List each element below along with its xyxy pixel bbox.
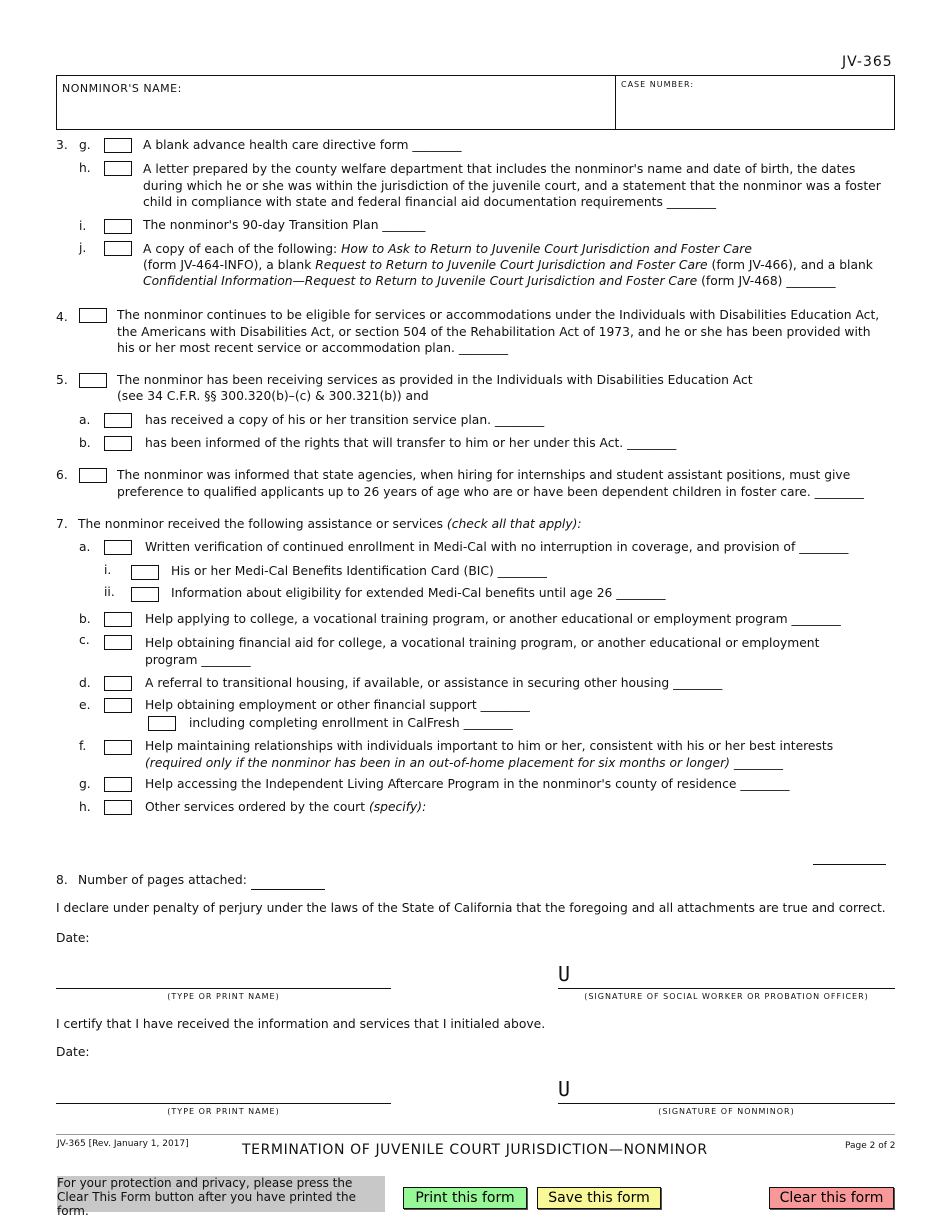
header-divider (615, 76, 616, 129)
item-7f-text (145, 738, 890, 771)
item-4-checkbox[interactable] (79, 308, 107, 323)
signature-nonminor-line[interactable] (558, 1103, 895, 1104)
item-7aii-letter: ii. (104, 585, 115, 599)
declaration-text: I declare under penalty of perjury under the laws of the State of California that the foregoing and all attachments are true and correct. (56, 901, 886, 915)
item-7f-text-tail: ________ (729, 755, 784, 770)
item-7g-checkbox[interactable] (104, 777, 132, 792)
item-3j-p2: How to Ask to Return to Juvenile Court Jurisdiction and Foster Care (341, 242, 752, 256)
item-7ai-checkbox[interactable] (131, 565, 159, 580)
item-3j-p3: (form JV-464-INFO), a blank (143, 258, 316, 272)
footer-title: TERMINATION OF JUVENILE COURT JURISDICTION—NONMINOR (242, 1142, 708, 1158)
item-3j-p1: A copy of each of the following: (143, 242, 342, 256)
pages-attached-field[interactable] (251, 889, 325, 890)
item-7-intro-italic: (check all that apply): (446, 517, 582, 531)
item-7f-text-main: Help maintaining relationships with individuals important to him or her, consistent with his or her best interests (145, 739, 834, 753)
item-7h-text (145, 799, 426, 816)
item-3j-line3 (143, 273, 836, 290)
item-7h-checkbox[interactable] (104, 800, 132, 815)
item-3g-checkbox[interactable] (104, 138, 132, 153)
item-7g-text: Help accessing the Independent Living Aftercare Program in the nonminor's county of residence ________ (145, 777, 790, 791)
item-8-text: Number of pages attached: (78, 873, 247, 887)
item-7g-letter: g. (79, 777, 91, 791)
item-3g-letter: g. (79, 138, 91, 152)
footer-revision: JV-365 [Rev. January 1, 2017] (57, 1139, 189, 1149)
footer-divider (56, 1134, 895, 1135)
item-3j-checkbox[interactable] (104, 241, 132, 256)
item-3j-letter: j. (79, 241, 87, 255)
type-print-name-caption-2: (TYPE OR PRINT NAME) (167, 1107, 280, 1116)
save-form-button[interactable]: Save this form (537, 1187, 661, 1209)
print-form-button[interactable]: Print this form (403, 1187, 527, 1209)
item-7a-text: Written verification of continued enrollment in Medi-Cal with no interruption in coverage, and provision of ________ (145, 540, 849, 554)
item-5-line2: (see 34 C.F.R. §§ 300.320(b)–(c) & 300.321(b)) and (117, 389, 429, 403)
item-5-number: 5. (56, 373, 68, 387)
item-5b-letter: b. (79, 436, 91, 450)
item-7c-checkbox[interactable] (104, 635, 132, 650)
item-7-intro-text: The nonminor received the following assistance or services (78, 517, 447, 531)
certify-text: I certify that I have received the information and services that I initialed above. (56, 1017, 546, 1031)
item-7c-text: Help obtaining financial aid for college, a vocational training program, or another educational or employment program ________ (145, 636, 820, 667)
item-7b-checkbox[interactable] (104, 612, 132, 627)
item-5a-text: has received a copy of his or her transition service plan. ________ (145, 413, 545, 427)
item-7h-text-italic: (specify): (368, 800, 427, 814)
item-7h-text-main: Other services ordered by the court (145, 800, 369, 814)
item-7e-text: Help obtaining employment or other financial support ________ (145, 698, 530, 712)
item-5-checkbox[interactable] (79, 373, 107, 388)
item-7c-letter: c. (79, 633, 90, 647)
item-3g-text: A blank advance health care directive form ________ (143, 138, 462, 152)
date-label-1: Date: (56, 931, 90, 945)
type-print-name-line-2[interactable] (56, 1103, 391, 1104)
item-7f-checkbox[interactable] (104, 740, 132, 755)
item-3h-checkbox[interactable] (104, 161, 132, 176)
signature-worker-line[interactable] (558, 988, 895, 989)
type-print-name-caption-1: (TYPE OR PRINT NAME) (167, 992, 280, 1001)
nonminor-name-label: NONMINOR'S NAME: (62, 82, 182, 95)
item-3j-p5: (form JV-466), and a blank (707, 258, 873, 272)
item-7e-letter: e. (79, 698, 91, 712)
item-6-checkbox[interactable] (79, 468, 107, 483)
form-id: JV-365 (842, 54, 893, 70)
type-print-name-line-1[interactable] (56, 988, 391, 989)
item-3h-letter: h. (79, 161, 91, 175)
item-4-text: The nonminor continues to be eligible for services or accommodations under the Individuals with Disabilities Education Act, the Americans with Disabilities Act, or section 504 of the Rehabilitation Act of 1973, and he or she has been provided with his or her most recent service or accommodation plan. ________ (117, 308, 880, 355)
item-3j-line1 (143, 241, 752, 258)
item-5b-checkbox[interactable] (104, 436, 132, 451)
item-7a-checkbox[interactable] (104, 540, 132, 555)
item-5b-text: has been informed of the rights that will transfer to him or her under this Act. ________ (145, 436, 677, 450)
item-7ai-letter: i. (104, 563, 112, 577)
item-5a-letter: a. (79, 413, 91, 427)
item-3j-p7: (form JV-468) ________ (697, 274, 836, 288)
item-7a-letter: a. (79, 540, 91, 554)
item-7h-specify-line[interactable] (813, 864, 886, 865)
item-7d-text: A referral to transitional housing, if available, or assistance in securing other housing ________ (145, 676, 723, 690)
footer-page-number: Page 2 of 2 (845, 1141, 896, 1151)
signature-nonminor-caption: (SIGNATURE OF NONMINOR) (658, 1107, 795, 1116)
item-7aii-text: Information about eligibility for extended Medi-Cal benefits until age 26 ________ (171, 586, 666, 600)
date-label-2: Date: (56, 1045, 90, 1059)
signature-mark-1: U (558, 962, 571, 986)
case-number-label: CASE NUMBER: (621, 80, 695, 89)
item-8-number: 8. (56, 873, 68, 887)
item-3-number: 3. (56, 138, 68, 152)
item-7b-text: Help applying to college, a vocational training program, or another educational or employment program ________ (145, 612, 841, 626)
item-7ai-text: His or her Medi-Cal Benefits Identification Card (BIC) ________ (171, 564, 547, 578)
item-3j-p6: Confidential Information—Request to Return to Juvenile Court Jurisdiction and Foster Care (143, 274, 698, 288)
item-7e-calfresh-checkbox[interactable] (148, 716, 176, 731)
item-3i-checkbox[interactable] (104, 219, 132, 234)
item-7-intro (78, 516, 582, 533)
item-7b-letter: b. (79, 612, 91, 626)
item-7h-letter: h. (79, 800, 91, 814)
item-7aii-checkbox[interactable] (131, 587, 159, 602)
item-4-number: 4. (56, 310, 68, 324)
signature-worker-caption: (SIGNATURE OF SOCIAL WORKER OR PROBATION OFFICER) (584, 992, 869, 1001)
item-6-number: 6. (56, 468, 68, 482)
item-7e-checkbox[interactable] (104, 698, 132, 713)
signature-mark-2: U (558, 1077, 571, 1101)
item-7-number: 7. (56, 517, 68, 531)
item-5-line1: The nonminor has been receiving services as provided in the Individuals with Disabilities Education Act (117, 373, 753, 387)
item-3i-letter: i. (79, 219, 87, 233)
item-7d-letter: d. (79, 676, 91, 690)
caption-header (56, 75, 895, 130)
item-3j-line2 (143, 257, 873, 274)
item-7f-letter: f. (79, 739, 87, 753)
item-7e-calfresh-text: including completing enrollment in CalFresh ________ (189, 716, 513, 730)
item-7d-checkbox[interactable] (104, 676, 132, 691)
item-3i-text: The nonminor's 90-day Transition Plan _______ (143, 218, 426, 232)
clear-form-button[interactable]: Clear this form (769, 1187, 894, 1209)
item-3h-text: A letter prepared by the county welfare department that includes the nonminor's name and date of birth, the dates during which he or she was within the jurisdiction of the juvenile court, and a statement that the nonminor was a foster child in compliance with state and federal financial aid documentation requirements ________ (143, 162, 881, 209)
item-3j-p4: Request to Return to Juvenile Court Jurisdiction and Foster Care (315, 258, 708, 272)
item-6-text: The nonminor was informed that state agencies, when hiring for internships and student assistant positions, must give preference to qualified applicants up to 26 years of age who are or have been dependent children in foster care. ________ (117, 468, 864, 499)
privacy-note: For your protection and privacy, please press the Clear This Form button after you have printed the form. (57, 1176, 385, 1212)
item-5a-checkbox[interactable] (104, 413, 132, 428)
item-7f-text-italic: (required only if the nonminor has been in an out-of-home placement for six months or longer) (145, 755, 730, 770)
